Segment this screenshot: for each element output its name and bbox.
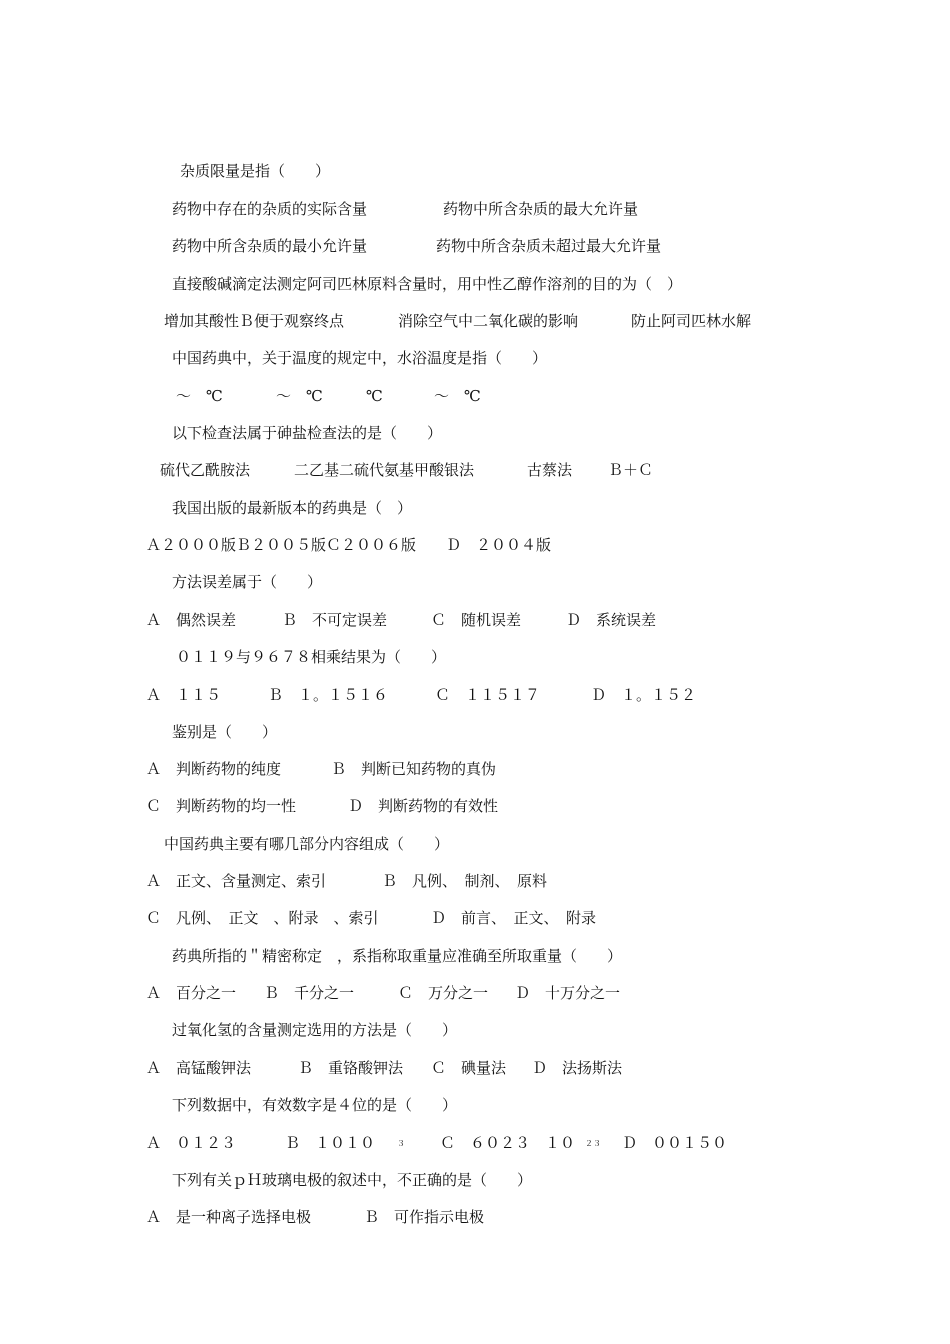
option-text: Ｃ 万分之一	[398, 984, 489, 1002]
option-text: 消除空气中二氧化碳的影响	[398, 312, 579, 330]
question-stem: 下列有关ｐＨ玻璃电极的叙述中，不正确的是（ ）	[172, 1171, 533, 1189]
option-text: Ｂ＋Ｃ	[608, 461, 654, 479]
question-stem: 药典所指的＂精密称定 ，系指称取重量应准确至所取重量（ ）	[172, 947, 623, 965]
option-text: 硫代乙酰胺法	[160, 461, 251, 479]
question-stem: 中国药典中，关于温度的规定中，水浴温度是指（ ）	[172, 349, 548, 367]
question-stem: 下列数据中，有效数字是４位的是（ ）	[172, 1096, 458, 1114]
option-text: 药物中所含杂质未超过最大允许量	[436, 237, 662, 255]
option-text: ～ ℃	[176, 387, 223, 405]
option-line: Ａ２０００版Ｂ２００５版Ｃ２００６版 Ｄ ２００４版	[146, 536, 552, 554]
option-text: 药物中存在的杂质的实际含量	[172, 200, 368, 218]
option-text: Ａ 高锰酸钾法	[146, 1059, 252, 1077]
option-text: Ｄ 判断药物的有效性	[348, 797, 499, 815]
option-text: 二乙基二硫代氨基甲酸银法	[294, 461, 475, 479]
option-text: 古蔡法	[527, 461, 573, 479]
option-text: 药物中所含杂质的最大允许量	[443, 200, 639, 218]
option-text: Ｂ １。１５１６	[268, 686, 389, 704]
question-stem: 中国药典主要有哪几部分内容组成（ ）	[164, 835, 450, 853]
option-text: Ｄ 系统误差	[566, 611, 657, 629]
option-text: Ｃ １１５１７	[435, 686, 541, 704]
option-text: Ａ 正文、含量测定、索引	[146, 872, 327, 890]
option-text: Ｂ 凡例、 制剂、 原料	[382, 872, 548, 890]
option-text: Ｄ 十万分之一	[515, 984, 621, 1002]
superscript-text: ３	[397, 1139, 405, 1148]
question-stem: 我国出版的最新版本的药典是（ ）	[172, 499, 413, 517]
question-stem: 方法误差属于（ ）	[172, 573, 323, 591]
option-text: Ｂ 可作指示电极	[364, 1208, 485, 1226]
option-text: Ｂ 重铬酸钾法	[298, 1059, 404, 1077]
option-text: Ｂ 千分之一	[264, 984, 355, 1002]
option-text: Ｄ １。１５２	[591, 686, 697, 704]
option-text: Ａ 百分之一	[146, 984, 237, 1002]
option-text: 增加其酸性Ｂ便于观察终点	[164, 312, 345, 330]
question-stem: 以下检查法属于砷盐检查法的是（ ）	[172, 424, 443, 442]
option-text: Ａ 判断药物的纯度	[146, 760, 282, 778]
option-text: Ａ １１５	[146, 686, 222, 704]
option-text: ～ ℃	[434, 387, 481, 405]
option-text: Ｂ 不可定误差	[282, 611, 388, 629]
option-text: Ｃ 凡例、 正文 、附录 、索引	[146, 909, 379, 927]
question-stem: ０１１９与９６７８相乘结果为（ ）	[176, 648, 447, 666]
question-stem: 直接酸碱滴定法测定阿司匹林原料含量时，用中性乙醇作溶剂的目的为（ ）	[172, 275, 683, 293]
option-text: 防止阿司匹林水解	[631, 312, 752, 330]
option-text: Ｂ １０１０	[285, 1134, 376, 1152]
option-text: Ｃ 碘量法	[431, 1059, 507, 1077]
superscript-text: ２３	[585, 1139, 601, 1148]
option-text: ～ ℃	[276, 387, 323, 405]
option-text: Ｃ 随机误差	[431, 611, 522, 629]
option-text: Ａ 是一种离子选择电极	[146, 1208, 312, 1226]
option-text: Ｄ 法扬斯法	[532, 1059, 623, 1077]
option-text: Ｃ 判断药物的均一性	[146, 797, 297, 815]
option-text: Ｄ ００１５０	[622, 1134, 728, 1152]
option-text: Ｂ 判断已知药物的真伪	[331, 760, 497, 778]
option-text: Ｃ ６０２３ １０	[440, 1134, 576, 1152]
option-text: Ｄ 前言、 正文、 附录	[431, 909, 597, 927]
option-text: Ａ ０１２３	[146, 1134, 237, 1152]
option-text: ℃	[366, 387, 383, 405]
question-stem: 杂质限量是指（ ）	[180, 162, 331, 180]
option-text: Ａ 偶然误差	[146, 611, 237, 629]
question-stem: 鉴别是（ ）	[172, 723, 278, 741]
question-stem: 过氧化氢的含量测定选用的方法是（ ）	[172, 1021, 458, 1039]
option-text: 药物中所含杂质的最小允许量	[172, 237, 368, 255]
